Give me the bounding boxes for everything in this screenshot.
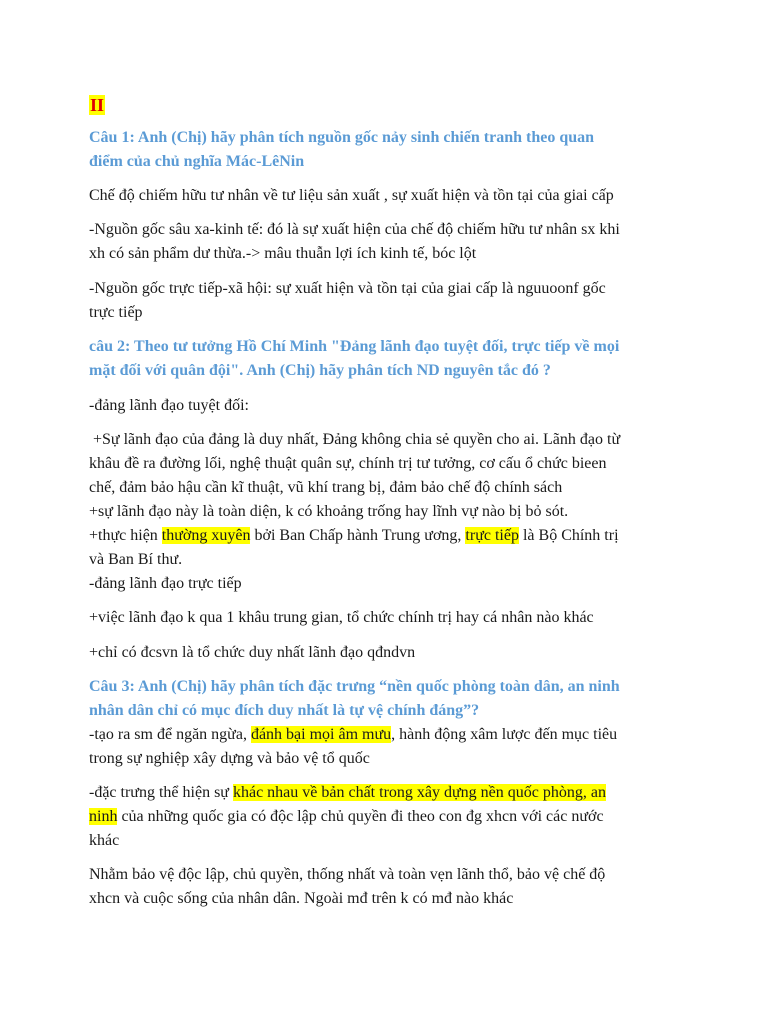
answer-2-paragraph-6: +chỉ có đcsvn là tổ chức duy nhất lãnh đạo qđndvn [89, 644, 416, 661]
question-3-heading-line-1: Câu 3: Anh (Chị) hãy phân tích đặc trưng “nền quốc phòng toàn dân, an ninh [89, 678, 620, 695]
answer-2-paragraph-2-line-2: khâu đề ra đường lối, nghệ thuật quân sự, chính trị tư tưởng, cơ cấu ổ chức bieen [89, 455, 607, 472]
answer-3-paragraph-1-line-1 [89, 724, 617, 746]
answer-3-paragraph-3-line-2: xhcn và cuộc sống của nhân dân. Ngoài mđ trên k có mđ nào khác [89, 890, 514, 907]
answer-2-paragraph-2-line-3: chế, đảm bảo hậu cần kĩ thuật, vũ khí trang bị, đảm bảo chế độ chính sách [89, 479, 563, 496]
section-title: II [90, 95, 105, 115]
answer-2-paragraph-3-line-1 [89, 525, 619, 547]
question-2-heading-line-2: mặt đối với quân đội". Anh (Chị) hãy phân tích ND nguyên tắc đó ? [89, 362, 551, 379]
answer-1-paragraph-3-line-2: trực tiếp [89, 304, 143, 321]
answer-1-paragraph-2-line-1: -Nguồn gốc sâu xa-kinh tế: đó là sự xuất hiện của chế độ chiếm hữu tư nhân sx khi [89, 221, 620, 238]
answer-1-paragraph-1: Chế độ chiếm hữu tư nhân về tư liệu sản xuất , sự xuất hiện và tồn tại của giai cấp [89, 187, 614, 204]
text-run: của những quốc gia có độc lập chủ quyền đi theo con đg xhcn với các nước [117, 808, 604, 825]
text-run: là Bộ Chính trị [518, 527, 619, 544]
answer-2-paragraph-2-line-1: +Sự lãnh đạo của đảng là duy nhất, Đảng không chia sẻ quyền cho ai. Lãnh đạo từ [89, 431, 621, 448]
answer-2-paragraph-4: -đảng lãnh đạo trực tiếp [89, 575, 242, 592]
answer-2-paragraph-2-line-4: +sự lãnh đạo này là toàn diện, k có khoảng trống hay lĩnh vự nào bị bỏ sót. [89, 503, 569, 520]
answer-3-paragraph-3-line-1: Nhằm bảo vệ độc lập, chủ quyền, thống nhất và toàn vẹn lãnh thổ, bảo vệ chế độ [89, 866, 606, 883]
highlighted-text: trực tiếp [465, 527, 519, 544]
text-run: +thực hiện [89, 527, 162, 544]
answer-3-paragraph-2-line-1 [89, 782, 606, 804]
section-heading [89, 94, 105, 118]
highlighted-text: đánh bại mọi âm mưu [250, 726, 392, 743]
highlighted-text: ninh [89, 808, 118, 825]
answer-2-paragraph-3-line-2: và Ban Bí thư. [89, 551, 183, 568]
answer-2-paragraph-1: -đảng lãnh đạo tuyệt đối: [89, 397, 249, 414]
text-run: bởi Ban Chấp hành Trung ương, [250, 527, 466, 544]
question-1-heading-line-1: Câu 1: Anh (Chị) hãy phân tích nguồn gốc nảy sinh chiến tranh theo quan [89, 129, 595, 146]
text-run: -đặc trưng thể hiện sự [89, 784, 233, 801]
question-2-heading-line-1: câu 2: Theo tư tưởng Hồ Chí Minh "Đảng lãnh đạo tuyệt đối, trực tiếp về mọi [89, 338, 620, 355]
answer-3-paragraph-2-line-3: khác [89, 832, 120, 849]
text-run: , hành động xâm lược đến mục tiêu [391, 726, 618, 743]
question-1-heading-line-2: điểm của chủ nghĩa Mác-LêNin [89, 153, 305, 170]
text-run: -tạo ra sm để ngăn ngừa, [89, 726, 251, 743]
highlighted-text: thường xuyên [161, 527, 251, 544]
answer-2-paragraph-5: +việc lãnh đạo k qua 1 khâu trung gian, tổ chức chính trị hay cá nhân nào khác [89, 609, 594, 626]
question-3-heading-line-2: nhân dân chỉ có mục đích duy nhất là tự vệ chính đáng”? [89, 702, 480, 719]
highlighted-text: khác nhau về bản chất trong xây dựng nền quốc phòng, an [232, 784, 606, 801]
answer-1-paragraph-2-line-2: xh có sản phẩm dư thừa.-> mâu thuẫn lợi ích kinh tế, bóc lột [89, 245, 477, 262]
answer-1-paragraph-3-line-1: -Nguồn gốc trực tiếp-xã hội: sự xuất hiện và tồn tại của giai cấp là nguuoonf gốc [89, 280, 606, 297]
answer-3-paragraph-1-line-2: trong sự nghiệp xây dựng và bảo vệ tổ quốc [89, 750, 370, 767]
answer-3-paragraph-2-line-2 [89, 806, 604, 828]
